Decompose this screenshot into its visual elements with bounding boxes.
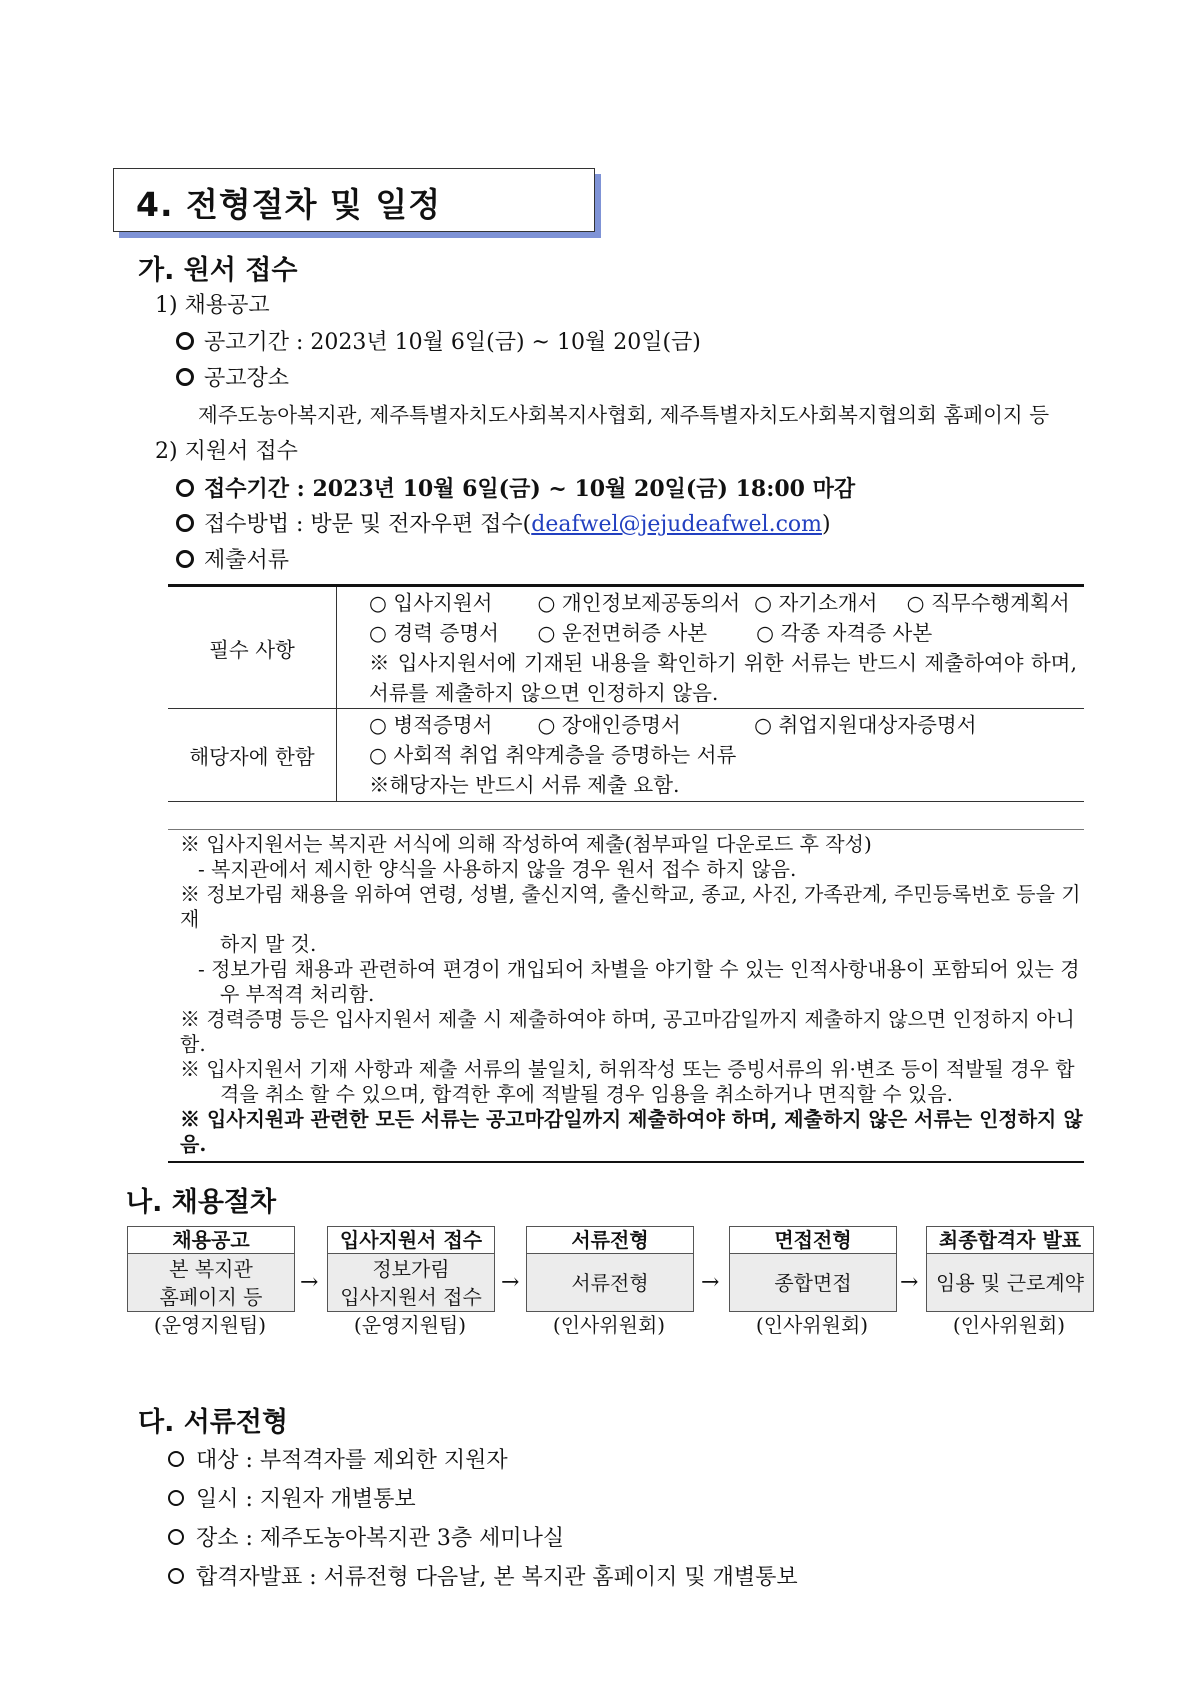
notice-place <box>176 363 289 395</box>
screening-item <box>168 1523 564 1555</box>
required-content <box>337 586 1085 709</box>
doc-item: ○ 병적증명서 <box>369 713 493 737</box>
flow-step-body: 임용 및 근로계약 <box>936 1270 1084 1295</box>
section-title-box <box>113 168 595 232</box>
flow-step-body: 본 복지관 <box>169 1256 253 1281</box>
note-line: ※ 입사지원서 기재 사항과 제출 서류의 불일치, 허위작성 또는 증빙서류의 위·변조 등이 적발될 경우 합 <box>180 1057 1075 1081</box>
notice-place-label: 공고장소 <box>204 366 290 391</box>
section-title: 4. 전형절차 및 일정 <box>136 185 442 224</box>
table-row-required <box>168 586 1084 709</box>
note-line: - 복지관에서 제시한 양식을 사용하지 않을 경우 원서 접수 하지 않음. <box>198 857 797 881</box>
doc-item: ○ 취업지원대상자증명서 <box>754 713 977 737</box>
circle-bullet-icon <box>176 479 194 497</box>
screening-item-text: 장소 : 제주도농아복지관 3층 세미나실 <box>196 1526 565 1551</box>
docs-label-text: 제출서류 <box>204 548 290 573</box>
flow-step-dept: (인사위원회) <box>755 1313 869 1337</box>
circle-bullet-icon <box>168 1529 184 1545</box>
flow-step-4 <box>729 1226 897 1338</box>
doc-item: ○ 장애인증명서 <box>537 713 681 737</box>
flow-step-title: 채용공고 <box>128 1227 294 1254</box>
receipt-method-text: 접수방법 : 방문 및 전자우편 접수( <box>204 512 532 537</box>
circle-bullet-icon <box>176 514 194 532</box>
flow-step-dept: (인사위원회) <box>952 1313 1066 1337</box>
notes-block <box>168 829 1084 1163</box>
note-line: 격을 취소 할 수 있으며, 합격한 후에 적발될 경우 임용을 취소하거나 면직할 수 있음. <box>220 1082 953 1106</box>
flow-step-3 <box>526 1226 694 1338</box>
flow-step-2 <box>327 1226 495 1338</box>
screening-item <box>168 1445 508 1477</box>
docs-label <box>176 545 289 577</box>
required-label: 필수 사항 <box>168 586 337 709</box>
note-line: ※ 경력증명 등은 입사지원서 제출 시 제출하여야 하며, 공고마감일까지 제출하지 않으면 인정하지 아니함. <box>180 1007 1075 1056</box>
right-arrow-icon: → <box>300 1270 319 1295</box>
circle-bullet-icon <box>176 550 194 568</box>
flow-step-dept: (인사위원회) <box>552 1313 666 1337</box>
receipt-method <box>176 509 831 541</box>
heading-application: 가. 원서 접수 <box>138 255 298 286</box>
circle-bullet-icon <box>176 332 194 350</box>
table-row-applicable <box>168 709 1084 802</box>
screening-item-text: 대상 : 부적격자를 제외한 지원자 <box>196 1448 508 1473</box>
flow-step-dept: (운영지원팀) <box>153 1313 267 1337</box>
email-link[interactable]: deafwel@jejudeafwel.com <box>531 512 822 537</box>
note-line: 우 부적격 처리함. <box>220 982 375 1006</box>
notice-period <box>176 327 701 359</box>
note-line: 하지 말 것. <box>220 932 317 956</box>
applicable-note: ※해당자는 반드시 서류 제출 요함. <box>369 773 680 797</box>
screening-item <box>168 1562 798 1594</box>
doc-item: ○ 직무수행계획서 <box>906 590 1070 615</box>
heading-procedure: 나. 채용절차 <box>126 1187 277 1218</box>
circle-bullet-icon <box>168 1451 184 1467</box>
doc-item: ○ 사회적 취업 취약계층을 증명하는 서류 <box>369 743 737 767</box>
right-arrow-icon: → <box>501 1270 520 1295</box>
doc-item: ○ 경력 증명서 <box>369 620 499 645</box>
sub-application-receipt: 2) 지원서 접수 <box>155 439 298 464</box>
note-line: ※ 입사지원서는 복지관 서식에 의해 작성하여 제출(첨부파일 다운로드 후 작성) <box>180 832 872 856</box>
right-arrow-icon: → <box>701 1270 720 1295</box>
flow-step-dept: (운영지원팀) <box>353 1313 467 1337</box>
receipt-method-suffix: ) <box>822 512 831 537</box>
screening-item-text: 합격자발표 : 서류전형 다음날, 본 복지관 홈페이지 및 개별통보 <box>196 1565 798 1590</box>
note-line: ※ 정보가림 채용을 위하여 연령, 성별, 출신지역, 출신학교, 종교, 사진, 가족관계, 주민등록번호 등을 기재 <box>180 882 1081 931</box>
documents-table <box>168 584 1084 802</box>
circle-bullet-icon <box>168 1490 184 1506</box>
notice-period-text: 공고기간 : 2023년 10월 6일(금) ~ 10월 20일(금) <box>204 330 701 355</box>
doc-item: ○ 자기소개서 <box>754 590 878 615</box>
flow-step-body: 입사지원서 접수 <box>340 1284 482 1309</box>
doc-item: ○ 각종 자격증 사본 <box>756 620 933 645</box>
flow-step-title: 서류전형 <box>527 1227 693 1254</box>
flow-step-body: 정보가림 <box>372 1256 450 1281</box>
note-line-bold: ※ 입사지원과 관련한 모든 서류는 공고마감일까지 제출하여야 하며, 제출하지 않은 서류는 인정하지 않음. <box>180 1107 1083 1156</box>
receipt-period-text: 접수기간 : 2023년 10월 6일(금) ~ 10월 20일(금) 18:00 마감 <box>204 476 856 502</box>
flow-step-5 <box>926 1226 1094 1338</box>
doc-item: ○ 입사지원서 <box>369 590 493 615</box>
note-line: - 정보가림 채용과 관련하여 편경이 개입되어 차별을 야기할 수 있는 인적사항내용이 포함되어 있는 경 <box>198 957 1080 981</box>
flow-step-body: 서류전형 <box>571 1270 649 1295</box>
required-note: ※ 입사지원서에 기재된 내용을 확인하기 위한 서류는 반드시 제출하여야 하며, 서류를 제출하지 않으면 인정하지 않음. <box>369 650 1077 705</box>
applicable-label: 해당자에 한함 <box>168 709 337 802</box>
flow-step-body: 종합면접 <box>774 1270 852 1295</box>
notice-place-text: 제주도농아복지관, 제주특별자치도사회복지사협회, 제주특별자치도사회복지협의회 홈페이지 등 <box>198 403 1050 427</box>
flow-step-title: 최종합격자 발표 <box>927 1227 1093 1254</box>
circle-bullet-icon <box>168 1568 184 1584</box>
screening-item-text: 일시 : 지원자 개별통보 <box>196 1487 416 1512</box>
sub-recruit-notice: 1) 채용공고 <box>155 293 270 318</box>
right-arrow-icon: → <box>900 1270 919 1295</box>
flow-step-title: 면접전형 <box>730 1227 896 1254</box>
flow-step-body: 홈페이지 등 <box>159 1284 263 1309</box>
doc-item: ○ 운전면허증 사본 <box>537 620 708 645</box>
applicable-content <box>337 709 1085 802</box>
receipt-period <box>176 473 855 505</box>
circle-bullet-icon <box>176 368 194 386</box>
flow-step-1 <box>127 1226 295 1338</box>
heading-screening: 다. 서류전형 <box>138 1407 289 1438</box>
flow-step-title: 입사지원서 접수 <box>328 1227 494 1254</box>
doc-item: ○ 개인정보제공동의서 <box>537 590 741 615</box>
screening-item <box>168 1484 416 1516</box>
